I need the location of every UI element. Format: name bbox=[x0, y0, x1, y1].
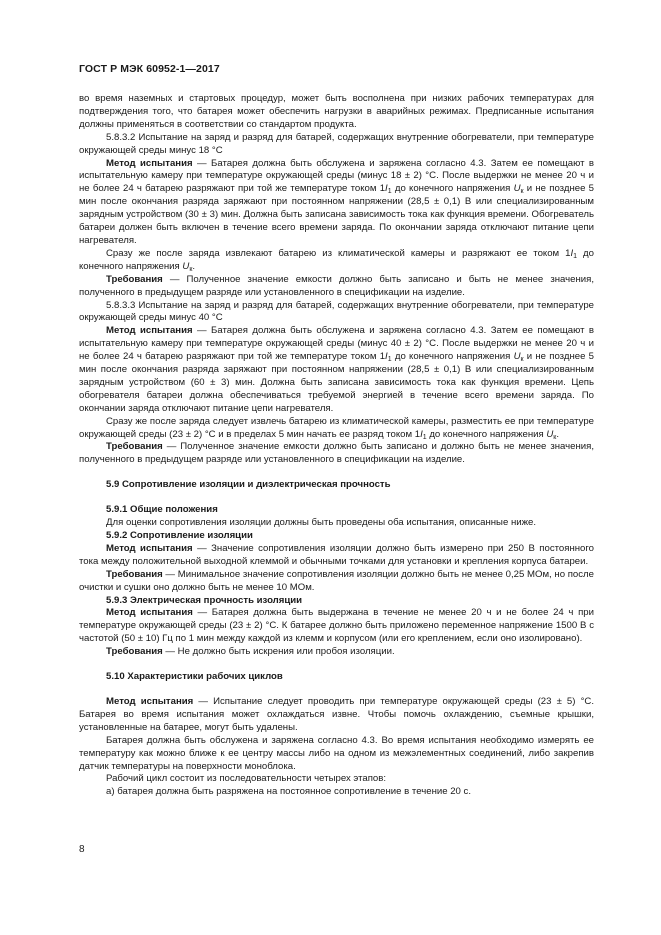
paragraph-test-method: Метод испытания — Испытание следует проводить при температуре окружающей среды (23 ± 5) °С. Батарея во время испытания может охлаждаться извне. Чтобы помочь охлаждению, съемные крышки, установленные на батарее, могут быть удалены. bbox=[79, 695, 595, 733]
subsection-heading-5-9-1: 5.9.1 Общие положения bbox=[106, 504, 218, 516]
paragraph-requirements: Требования — Полученное значение емкости должно быть записано и быть не менее значения, полученного в предыдущем разряде или установленного в спецификации на изделие. bbox=[79, 273, 594, 298]
clause-5-8-3-2: 5.8.3.2 Испытание на заряд и разряд для батарей, содержащих внутренние обогреватели, при температуре окружающей среды минус 18 °С bbox=[79, 131, 594, 156]
lead-term: Метод испытания bbox=[106, 542, 193, 554]
lead-term: Требования bbox=[106, 646, 163, 658]
paragraph-test-method: Метод испытания — Батарея должна быть обслужена и заряжена согласно 4.3. Затем ее помещают в испытательную камеру при температуре окружающей среды (минус 18 ± 2) °С. После выдержки не менее 20 ч и не более 24 ч батарею разряжают при той же температуре током $1I_1$ до конечного напряжения $U_к$ и не позднее 5 мин после окончания разряда заряжают при постоянном напряжении (28,5 ± 0,1) В или специализированным зарядным устройством (30 ± 3) мин. Должна быть записана зависимость тока как функция времени. Обогреватель батареи должен быть включен в течение всего времени заряда. По окончании заряда отключают питание цепи нагревателя. bbox=[79, 157, 594, 246]
section-heading-5-9: 5.9 Сопротивление изоляции и диэлектрическая прочность bbox=[106, 479, 391, 491]
subsection-heading-5-9-2: 5.9.2 Сопротивление изоляции bbox=[106, 530, 253, 541]
lead-term: Метод испытания bbox=[106, 607, 193, 619]
list-item: а) батарея должна быть разряжена на постоянное сопротивление в течение 20 с. bbox=[106, 786, 472, 798]
paragraph: Рабочий цикл состоит из последовательности четырех этапов: bbox=[106, 773, 387, 785]
paragraph-test-method: Метод испытания — Батарея должна быть выдержана в течение не менее 20 ч и не более 24 ч при температуре окружающей среды (23 ± 2) °С. К батарее должно быть приложено переменное напряжение 1500 В с частотой (50 ± 10) Гц по 1 мин между каждой из клемм и корпусом (или его креплением, если оно изолировано). bbox=[79, 607, 594, 645]
page-number: 8 bbox=[79, 844, 85, 855]
lead-term: Требования bbox=[106, 568, 163, 580]
paragraph: Батарея должна быть обслужена и заряжена согласно 4.3. Во время испытания необходимо измерять ее температуру как можно ближе к ее центру массы либо на одном из межэлементных соединений, либо закрепив датчик температуры на поверхности моноблока. bbox=[79, 734, 594, 772]
paragraph: Сразу же после заряда следует извлечь батарею из климатической камеры, разместить ее при температуре окружающей среды (23 ± 2) °С и в пределах 5 мин начать ее разряд током $1I_1$ до конечного напряжения $U_к$. bbox=[79, 415, 594, 441]
document-header: ГОСТ Р МЭК 60952-1—2017 bbox=[79, 63, 220, 75]
lead-term: Метод испытания bbox=[106, 157, 193, 169]
section-heading-5-10: 5.10 Характеристики рабочих циклов bbox=[106, 671, 283, 683]
paragraph-requirements: Требования — Полученное значение емкости должно быть записано и должно быть не менее значения, полученного в предыдущем разряде или установленного в спецификации на изделие. bbox=[79, 441, 594, 466]
paragraph-requirements: Требования — Не должно быть искрения или пробоя изоляции. bbox=[106, 646, 395, 658]
lead-term: Метод испытания bbox=[106, 695, 194, 707]
paragraph-test-method: Метод испытания — Значение сопротивления изоляции должно быть измерено при 250 В постоянного тока между положительной выходной клеммой и обычными точками для установки и крепления корпуса батареи. bbox=[79, 542, 594, 567]
paragraph-requirements: Требования — Минимальное значение сопротивления изоляции должно быть не менее 0,25 МОм, но после очистки и сушки оно должно быть не менее 10 МОм. bbox=[79, 568, 594, 593]
document-body bbox=[79, 93, 594, 799]
paragraph: Сразу же после заряда извлекают батарею из климатической камеры и разряжают ее током $1I_1$ до конечного напряжения $U_к$. bbox=[79, 247, 594, 273]
clause-5-8-3-3: 5.8.3.3 Испытание на заряд и разряд для батарей, содержащих внутренние обогреватели, при температуре окружающей среды минус 40 °С bbox=[79, 299, 594, 324]
subsection-heading-5-9-3: 5.9.3 Электрическая прочность изоляции bbox=[106, 594, 303, 606]
paragraph: во время наземных и стартовых процедур, может быть восполнена при низких рабочих температурах для подтверждения того, что батарея может обеспечить нагрузки в аварийных режимах. Предписанные испытания должны применяться в соответствии со стандартом продукта. bbox=[79, 93, 594, 130]
lead-term: Требования bbox=[106, 441, 163, 453]
lead-term: Требования bbox=[106, 273, 163, 285]
paragraph: Для оценки сопротивления изоляции должны быть проведены оба испытания, описанные ниже. bbox=[106, 517, 537, 529]
paragraph-test-method: Метод испытания — Батарея должна быть обслужена и заряжена согласно 4.3. Затем ее помещают в испытательную камеру при температуре окружающей среды (минус 40 ± 2) °С. После выдержки не менее 20 ч и не более 24 ч батарею разряжают при той же температуре током $1I_1$ до конечного напряжения $U_к$ и не позднее 5 мин после окончания разряда заряжают при постоянном напряжении (28,5 ± 0,1) В или специализированным зарядным устройством (60 ± 3) мин. Должна быть записана зависимость тока как функция времени. Цепь обогревателя батареи должна обеспечиваться требуемой энергией в течение всего времени заряда. По окончании заряда отключают питание цепи нагревателя. bbox=[79, 325, 594, 414]
lead-term: Метод испытания bbox=[106, 325, 193, 337]
